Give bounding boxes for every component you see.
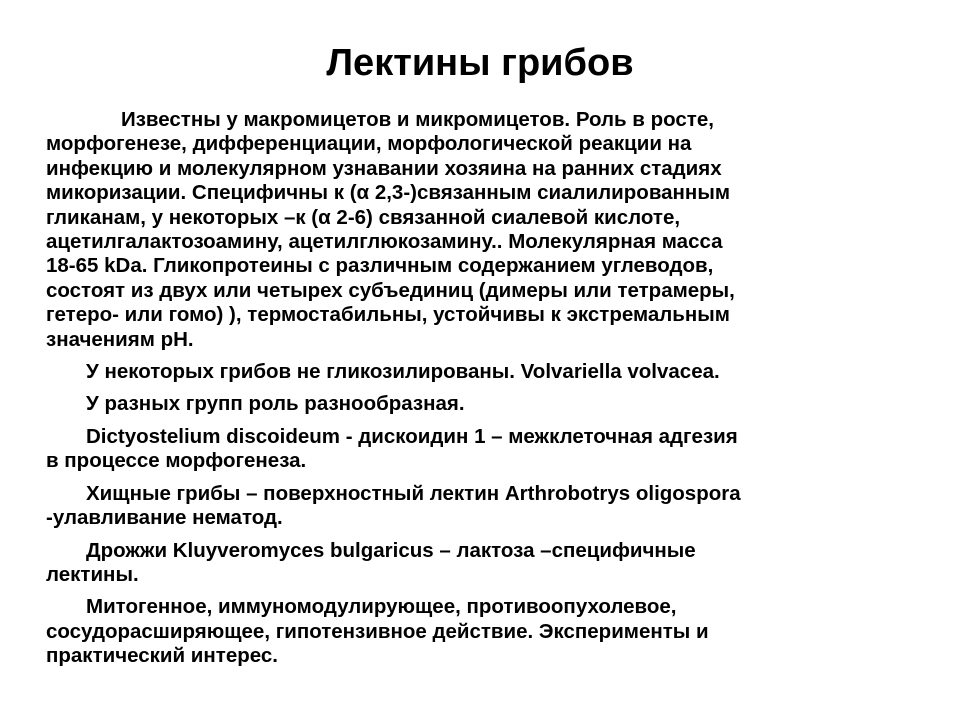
text-line: Dictyostelium discoideum - дискоидин 1 – межклеточная адгезия bbox=[86, 424, 738, 448]
paragraph-activities bbox=[46, 595, 946, 668]
slide-body bbox=[46, 108, 946, 677]
text-line: гетеро- или гомо) ), термостабильны, устойчивы к экстремальным bbox=[46, 303, 730, 327]
text-line: Митогенное, иммуномодулирующее, противоопухолевое, bbox=[86, 595, 677, 619]
paragraph-diverse-role bbox=[46, 392, 946, 416]
text-line: гликанам, у некоторых –к (α 2-6) связанной сиалевой кислоте, bbox=[46, 205, 681, 229]
text-line: значениям pH. bbox=[46, 327, 194, 351]
text-line: Известны у макромицетов и микромицетов. Роль в росте, bbox=[121, 108, 714, 131]
text-line: У некоторых грибов не гликозилированы. Volvariella volvacea. bbox=[86, 360, 720, 384]
text-line: ацетилгалактозоамину, ацетилглюкозамину.. Молекулярная масса bbox=[46, 230, 723, 254]
text-line: морфогенезе, дифференциации, морфологической реакции на bbox=[46, 132, 692, 156]
text-line: состоят из двух или четырех субъединиц (димеры или тетрамеры, bbox=[46, 278, 735, 302]
paragraph-predatory-fungi bbox=[46, 482, 946, 531]
text-line: микоризации. Специфичны к (α 2,3-)связанным сиалилированным bbox=[46, 181, 730, 205]
paragraph-kluyveromyces bbox=[46, 539, 946, 588]
paragraph-overview bbox=[46, 108, 946, 352]
text-line: инфекцию и молекулярном узнавании хозяина на ранних стадиях bbox=[46, 156, 722, 180]
text-line: Дрожжи Kluyveromyces bulgaricus – лактоза –специфичные bbox=[86, 538, 696, 562]
text-line: практический интерес. bbox=[46, 644, 278, 668]
paragraph-dictyostelium bbox=[46, 425, 946, 474]
text-line: лектины. bbox=[46, 562, 139, 586]
text-line: 18-65 kDa. Гликопротеины с различным содержанием углеводов, bbox=[46, 254, 714, 278]
text-line: сосудорасширяющее, гипотензивное действие. Эксперименты и bbox=[46, 619, 709, 643]
text-line: Хищные грибы – поверхностный лектин Arthrobotrys oligospora bbox=[86, 481, 741, 505]
slide-title: Лектины грибов bbox=[326, 42, 634, 84]
text-line: в процессе морфогенеза. bbox=[46, 449, 307, 473]
text-line: У разных групп роль разнообразная. bbox=[86, 392, 465, 416]
text-line: -улавливание нематод. bbox=[46, 506, 283, 530]
paragraph-volvariella bbox=[46, 360, 946, 384]
